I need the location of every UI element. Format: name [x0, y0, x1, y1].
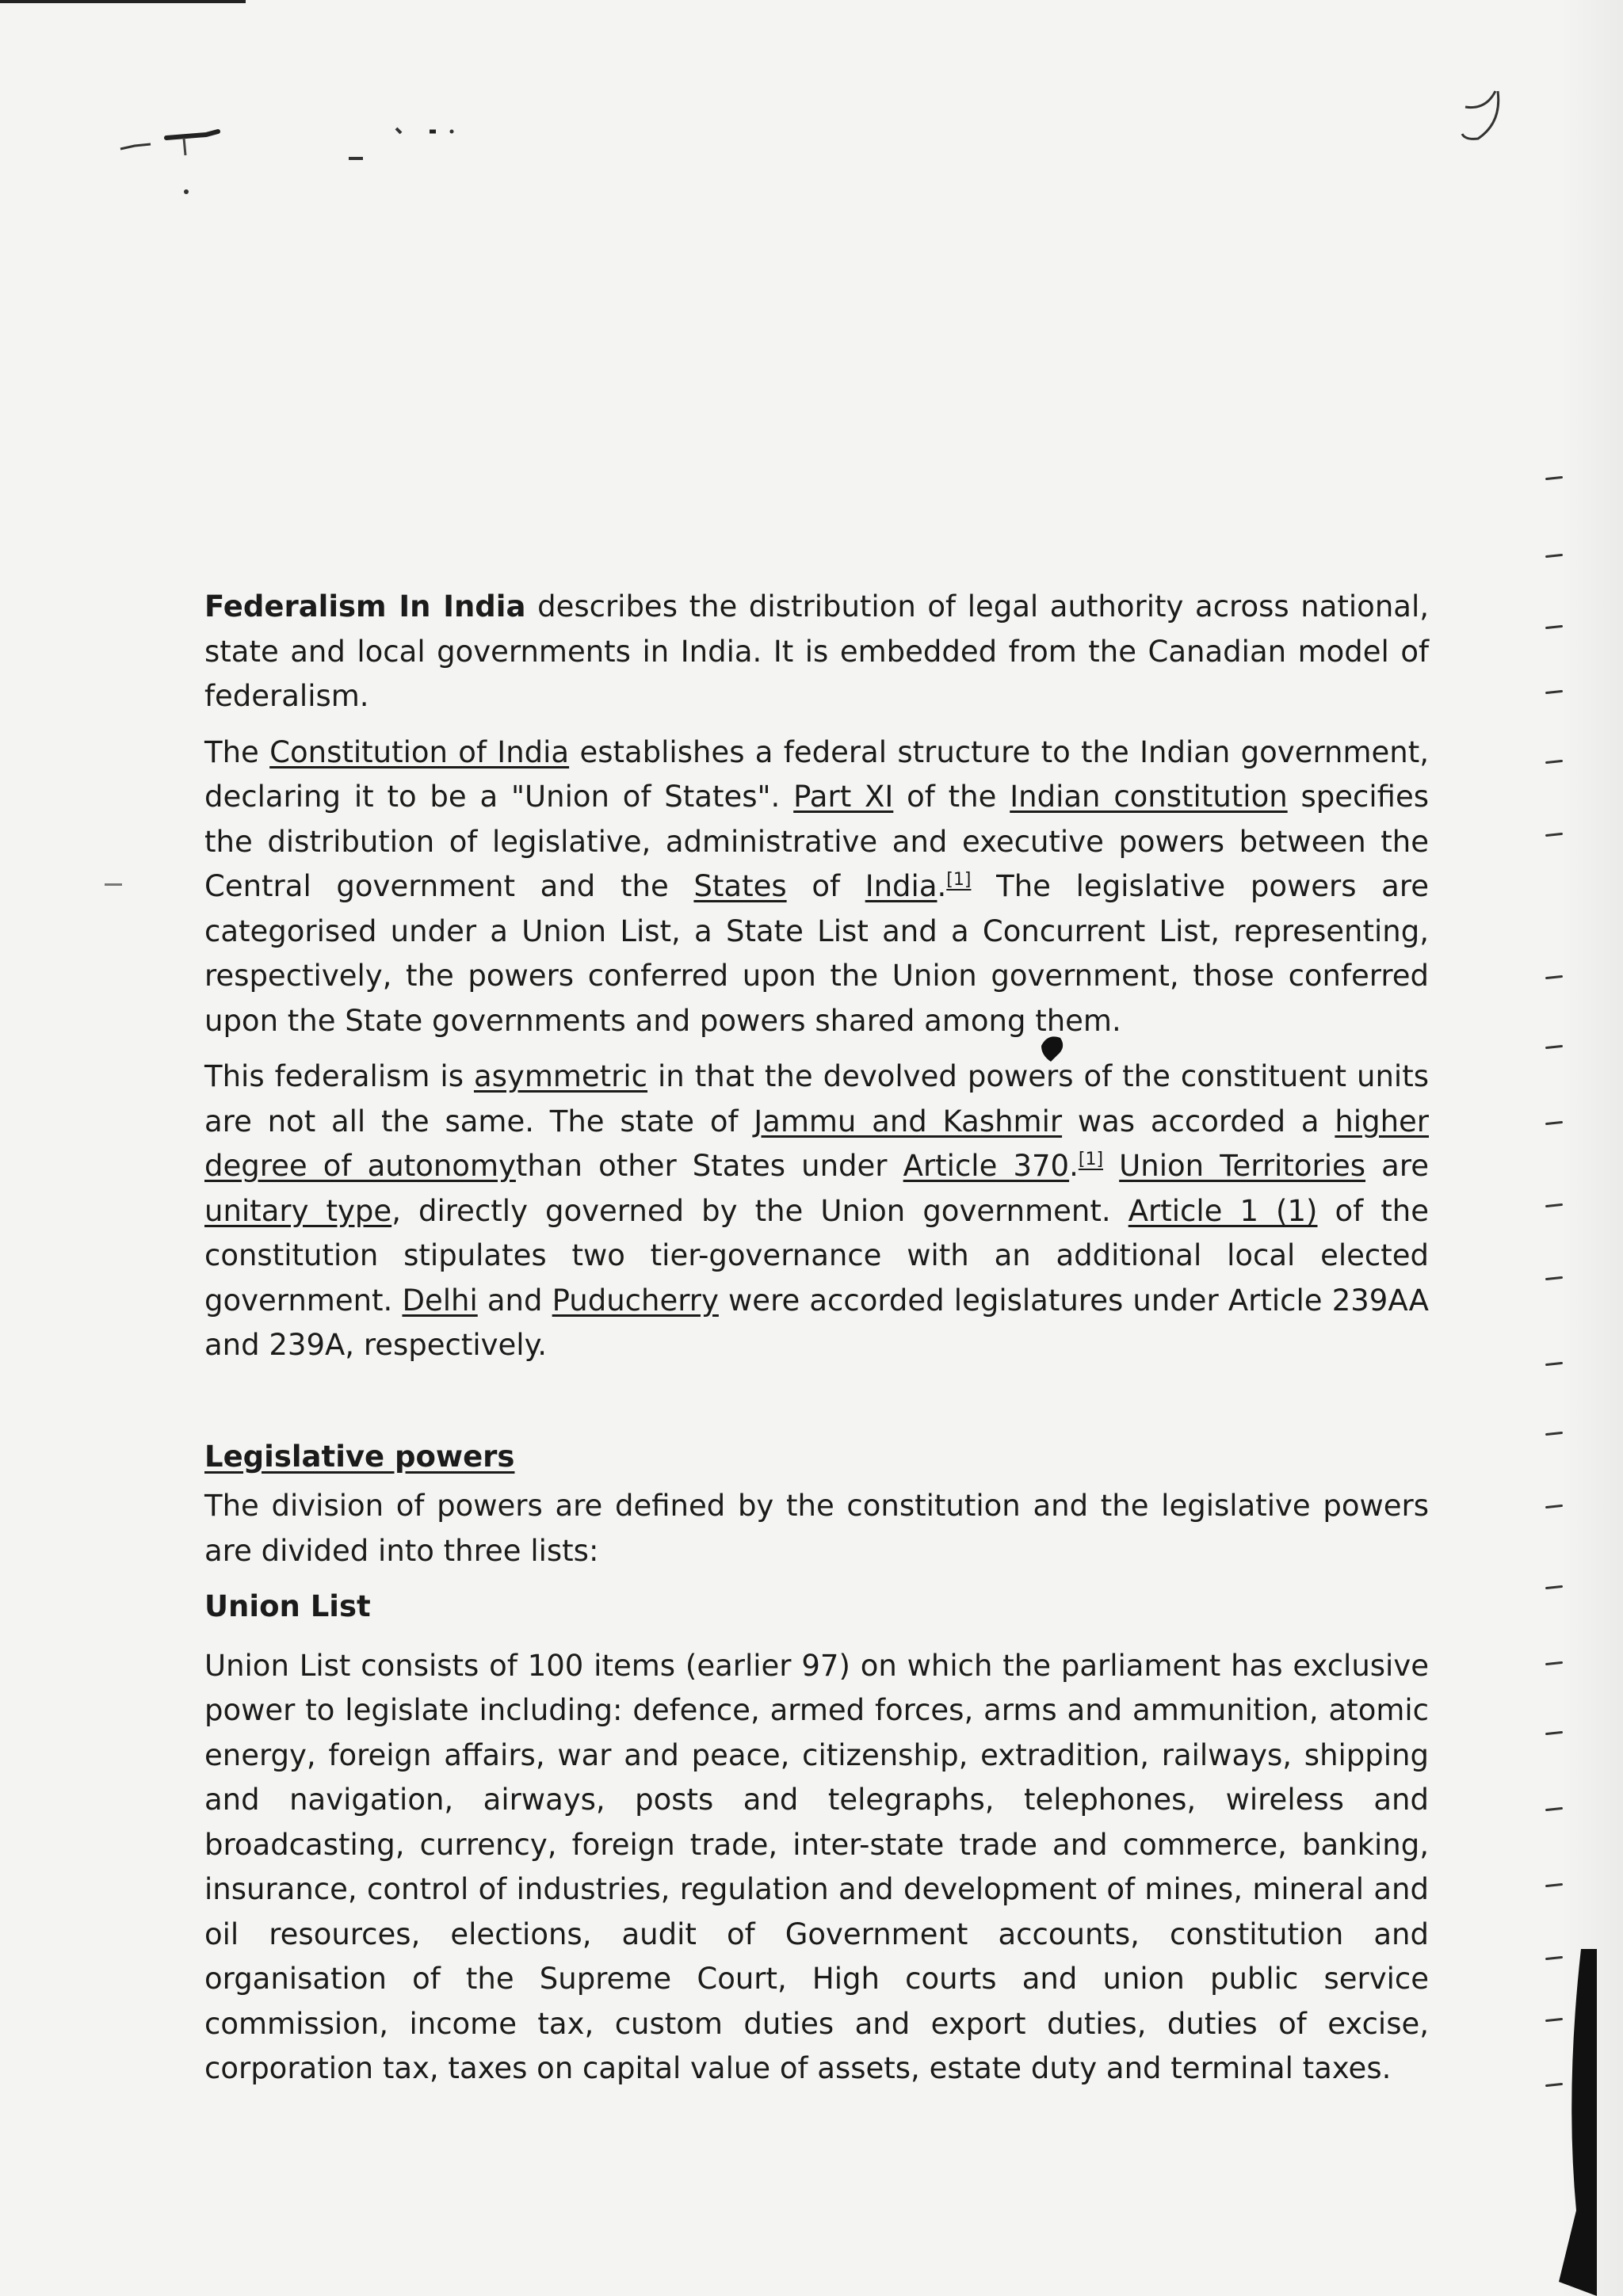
- link-constitution-of-india[interactable]: Constitution of India: [269, 734, 570, 769]
- text-run: of: [786, 869, 865, 903]
- text-run: This federalism is: [204, 1059, 474, 1093]
- link-jammu-and-kashmir[interactable]: Jammu and Kashmir: [754, 1104, 1063, 1138]
- text-run: of the constitution stipulates two tier-governance with an additional local elected government.: [204, 1193, 1429, 1318]
- link-article-370[interactable]: Article 370: [903, 1149, 1070, 1183]
- link-part-xi[interactable]: Part XI: [793, 780, 894, 814]
- intro-lead: Federalism In India: [204, 589, 526, 624]
- scan-speck-marks: [119, 111, 475, 206]
- reference-marker[interactable]: [1]: [1078, 1150, 1104, 1169]
- link-puducherry[interactable]: Puducherry: [552, 1283, 719, 1318]
- link-india[interactable]: India: [865, 869, 938, 903]
- binding-shadow: [1549, 1949, 1597, 2296]
- pencil-mark: [1454, 75, 1510, 147]
- union-list-heading: Union List: [204, 1589, 371, 1623]
- text-run: in that the devolved powers of the constituent units are not all the same. The state of: [204, 1059, 1429, 1138]
- text-run: , directly governed by the Union government.: [391, 1193, 1128, 1228]
- text-run: and: [477, 1283, 552, 1318]
- document-body: [204, 585, 1429, 2103]
- text-run: The legislative powers are categorised under a Union List, a State List and a Concurrent List, representing, respectively, the powers conferred upon the Union government, those conferred upon the State governments and powers shared among them.: [204, 869, 1430, 1038]
- link-unitary-type[interactable]: unitary type: [204, 1193, 392, 1228]
- union-list-paragraph: Union List consists of 100 items (earlier 97) on which the parliament has exclusive power to legislate including: defence, armed forces, arms and ammunition, atomic energy, foreign affairs, war and peace, citizenship, extradition, railways, shipping and navigation, airways, posts and telegraphs, telephones, wireless and broadcasting, currency, foreign trade, inter-state trade and commerce, banking, insurance, control of industries, regulation and development of mines, mineral and oil resources, elections, audit of Government accounts, constitution and organisation of the Supreme Court, High courts and union public service commission, income tax, custom duties and export duties, duties of excise, corporation tax, taxes on capital value of assets, estate duty and terminal taxes.: [204, 1648, 1429, 2085]
- link-indian-constitution[interactable]: Indian constitution: [1010, 780, 1288, 814]
- text-run: .: [1069, 1149, 1079, 1183]
- link-states[interactable]: States: [693, 869, 787, 903]
- link-asymmetric[interactable]: asymmetric: [473, 1059, 648, 1093]
- text-run: .: [937, 869, 947, 903]
- text-run: of the: [893, 780, 1010, 814]
- intro-paragraph: [204, 585, 1429, 719]
- legislative-intro: The division of powers are defined by the constitution and the legislative powers are divided into three lists:: [204, 1489, 1429, 1568]
- page-top-edge-line: [0, 0, 246, 3]
- text-run: [1103, 1149, 1119, 1183]
- text-run: specifies the distribution of legislative, administrative and executive powers between the Central government and the: [204, 780, 1429, 903]
- reference-marker[interactable]: [1]: [946, 870, 972, 890]
- legislative-powers-heading: Legislative powers: [204, 1439, 515, 1474]
- text-run: establishes a federal structure to the Indian government, declaring it to be a "Union of States".: [204, 734, 1430, 814]
- asymmetric-paragraph: [204, 1055, 1429, 1368]
- link-higher-degree-of-autonomy[interactable]: higher degree of autonomy: [204, 1104, 1430, 1183]
- text-run: were accorded legislatures under Article 239AA and 239A, respectively.: [204, 1283, 1429, 1362]
- text-run: are: [1365, 1149, 1429, 1183]
- intro-text: describes the distribution of legal authority across national, state and local governments in India. It is embedded from the Canadian model of federalism.: [204, 589, 1429, 713]
- structure-paragraph: [204, 730, 1429, 1044]
- text-run: was accorded a: [1062, 1104, 1335, 1138]
- text-run: than other States under: [515, 1149, 903, 1183]
- link-delhi[interactable]: Delhi: [402, 1283, 478, 1318]
- left-margin-dash: [105, 883, 122, 886]
- text-run: The: [204, 734, 270, 769]
- link-article-1-1[interactable]: Article 1 (1): [1128, 1193, 1318, 1228]
- link-union-territories[interactable]: Union Territories: [1119, 1149, 1366, 1183]
